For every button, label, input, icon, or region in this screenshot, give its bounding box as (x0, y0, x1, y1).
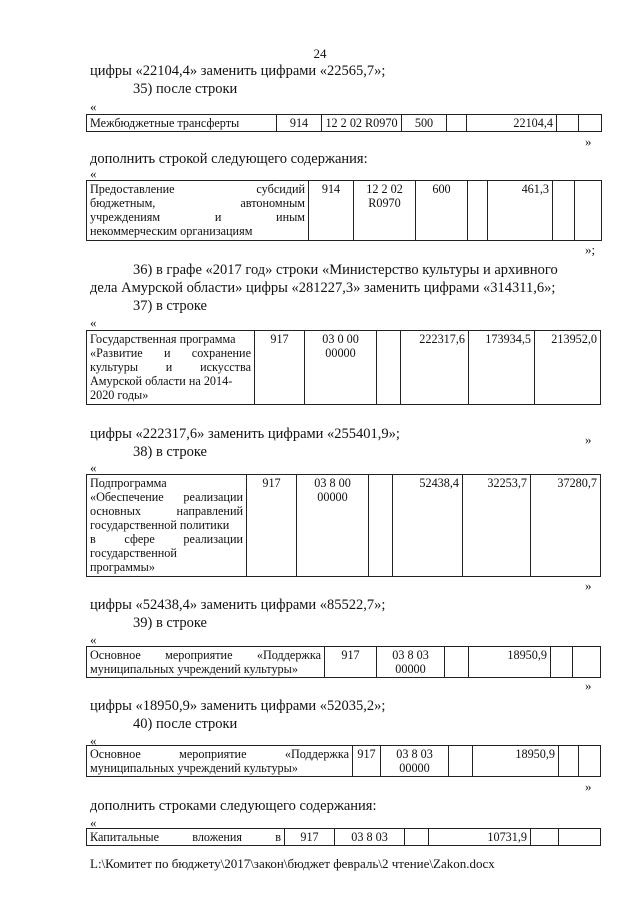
table-row (87, 829, 601, 846)
target-article-part: 00000 (399, 761, 430, 775)
open-quote: « (90, 315, 97, 330)
name-line: «Обеспечение реализации (90, 490, 243, 504)
row-name (87, 331, 255, 405)
empty-cell (369, 475, 393, 577)
target-article (297, 475, 369, 577)
table-row (87, 181, 602, 241)
target-article-part: 03 0 00 (322, 332, 359, 346)
name-line: «Развитие и сохранение (90, 346, 251, 360)
close-quote: » (585, 134, 592, 149)
amount-2019: 37280,7 (531, 475, 601, 577)
empty-cell (531, 829, 559, 846)
row-name (87, 181, 309, 241)
target-article (354, 181, 416, 241)
name-line: основных направлений (90, 504, 243, 518)
name-line: культуры и искусства (90, 360, 251, 374)
target-article (305, 331, 377, 405)
empty-cell (579, 115, 602, 132)
amount-2017: 52438,4 (393, 475, 463, 577)
empty-cell (575, 181, 602, 241)
name-line: учреждениям и иным (90, 210, 305, 224)
empty-cell (449, 746, 473, 777)
amount: 18950,9 (473, 746, 559, 777)
budget-table-row (86, 180, 602, 241)
amount-2019: 213952,0 (535, 331, 601, 405)
open-quote: « (90, 99, 97, 114)
item-37: 37) в строке (133, 298, 207, 314)
table-row (87, 475, 601, 577)
paragraph: дополнить строками следующего содержания: (90, 798, 377, 814)
budget-table-row (86, 828, 601, 846)
target-article: 12 2 02 R0970 (322, 115, 402, 132)
target-article-part: 12 2 02 (366, 182, 403, 196)
ministry-code: 917 (247, 475, 297, 577)
name-line: Амурской области на 2014- (90, 374, 233, 388)
ministry-code: 917 (353, 746, 381, 777)
row-name (87, 475, 247, 577)
open-quote: « (90, 632, 97, 647)
open-quote: « (90, 815, 97, 830)
amount-2017: 222317,6 (401, 331, 469, 405)
empty-cell (573, 647, 601, 678)
file-path-footer: L:\Комитет по бюджету\2017\закон\бюджет февраль\2 чтение\Zakon.docx (90, 856, 495, 871)
name-line: некоммерческим организациям (90, 224, 253, 238)
budget-table-row (86, 745, 601, 777)
item-40: 40) после строки (133, 716, 238, 732)
target-article-part: 00000 (325, 346, 356, 360)
budget-table-row (86, 646, 601, 678)
amount: 18950,9 (469, 647, 551, 678)
name-line: Подпрограмма (90, 476, 167, 490)
name-line: 2020 годы» (90, 388, 149, 402)
empty-cell (377, 331, 401, 405)
target-article-part: R0970 (368, 196, 401, 210)
target-article (381, 746, 449, 777)
empty-cell (445, 647, 469, 678)
budget-table-row (86, 330, 601, 405)
budget-table-row (86, 114, 602, 132)
item-35: 35) после строки (133, 81, 238, 97)
item-38: 38) в строке (133, 444, 207, 460)
open-quote: « (90, 460, 97, 475)
empty-cell (553, 181, 575, 241)
target-article-part: 03 8 03 (396, 747, 433, 761)
empty-cell (447, 115, 467, 132)
item-39: 39) в строке (133, 615, 207, 631)
name-line: в сфере реализации (90, 532, 243, 546)
close-quote: »; (585, 242, 596, 257)
empty-cell (405, 829, 429, 846)
expense-type: 600 (416, 181, 468, 241)
row-name (87, 746, 353, 777)
empty-cell (559, 746, 579, 777)
table-row (87, 647, 601, 678)
empty-cell (468, 181, 488, 241)
empty-cell (551, 647, 573, 678)
empty-cell (579, 746, 601, 777)
table-row (87, 115, 602, 132)
page-number: 24 (313, 46, 327, 61)
name-line: бюджетным, автономным (90, 196, 305, 210)
ministry-code: 914 (309, 181, 354, 241)
paragraph: цифры «222317,6» заменить цифрами «255401,9»; (90, 426, 400, 442)
close-quote: » (585, 678, 592, 693)
ministry-code: 917 (325, 647, 377, 678)
name-line: государственной политики (90, 518, 230, 532)
name-line: Государственная программа (90, 332, 236, 346)
name-line: муниципальных учреждений культуры» (90, 662, 298, 676)
item-36: 36) в графе «2017 год» строки «Министерство культуры и архивного (133, 262, 558, 278)
amount: 10731,9 (429, 829, 531, 846)
row-name: Капитальные вложения в (87, 829, 285, 846)
table-row (87, 331, 601, 405)
empty-cell (559, 829, 601, 846)
name-line: Предоставление субсидий (90, 182, 305, 196)
name-line: программы» (90, 560, 155, 574)
paragraph: цифры «22104,4» заменить цифрами «22565,7»; (90, 63, 386, 79)
name-line: муниципальных учреждений культуры» (90, 761, 298, 775)
name-line: Основное мероприятие «Поддержка (90, 648, 321, 662)
target-article-part: 00000 (317, 490, 348, 504)
paragraph: цифры «52438,4» заменить цифрами «85522,7»; (90, 597, 386, 613)
close-quote: » (585, 578, 592, 593)
ministry-code: 917 (285, 829, 335, 846)
close-quote: » (585, 779, 592, 794)
close-quote: » (585, 432, 592, 447)
expense-type: 500 (402, 115, 447, 132)
name-line: Основное мероприятие «Поддержка (90, 747, 349, 761)
amount: 22104,4 (467, 115, 557, 132)
amount: 461,3 (488, 181, 553, 241)
amount-2018: 173934,5 (469, 331, 535, 405)
ministry-code: 917 (255, 331, 305, 405)
ministry-code: 914 (277, 115, 322, 132)
amount-2018: 32253,7 (463, 475, 531, 577)
target-article-part: 03 8 03 (392, 648, 429, 662)
row-name (87, 647, 325, 678)
item-36-continued: дела Амурской области» цифры «281227,3» заменить цифрами «314311,6»; (90, 280, 556, 296)
target-article (377, 647, 445, 678)
target-article-part: 03 8 00 (314, 476, 351, 490)
table-row (87, 746, 601, 777)
row-name: Межбюджетные трансферты (87, 115, 277, 132)
target-article: 03 8 03 (335, 829, 405, 846)
open-quote: « (90, 166, 97, 181)
target-article-part: 00000 (395, 662, 426, 676)
paragraph: дополнить строкой следующего содержания: (90, 151, 368, 167)
budget-table-row (86, 474, 601, 577)
empty-cell (557, 115, 579, 132)
name-line: государственной (90, 546, 177, 560)
paragraph: цифры «18950,9» заменить цифрами «52035,2»; (90, 698, 386, 714)
open-quote: « (90, 733, 97, 748)
